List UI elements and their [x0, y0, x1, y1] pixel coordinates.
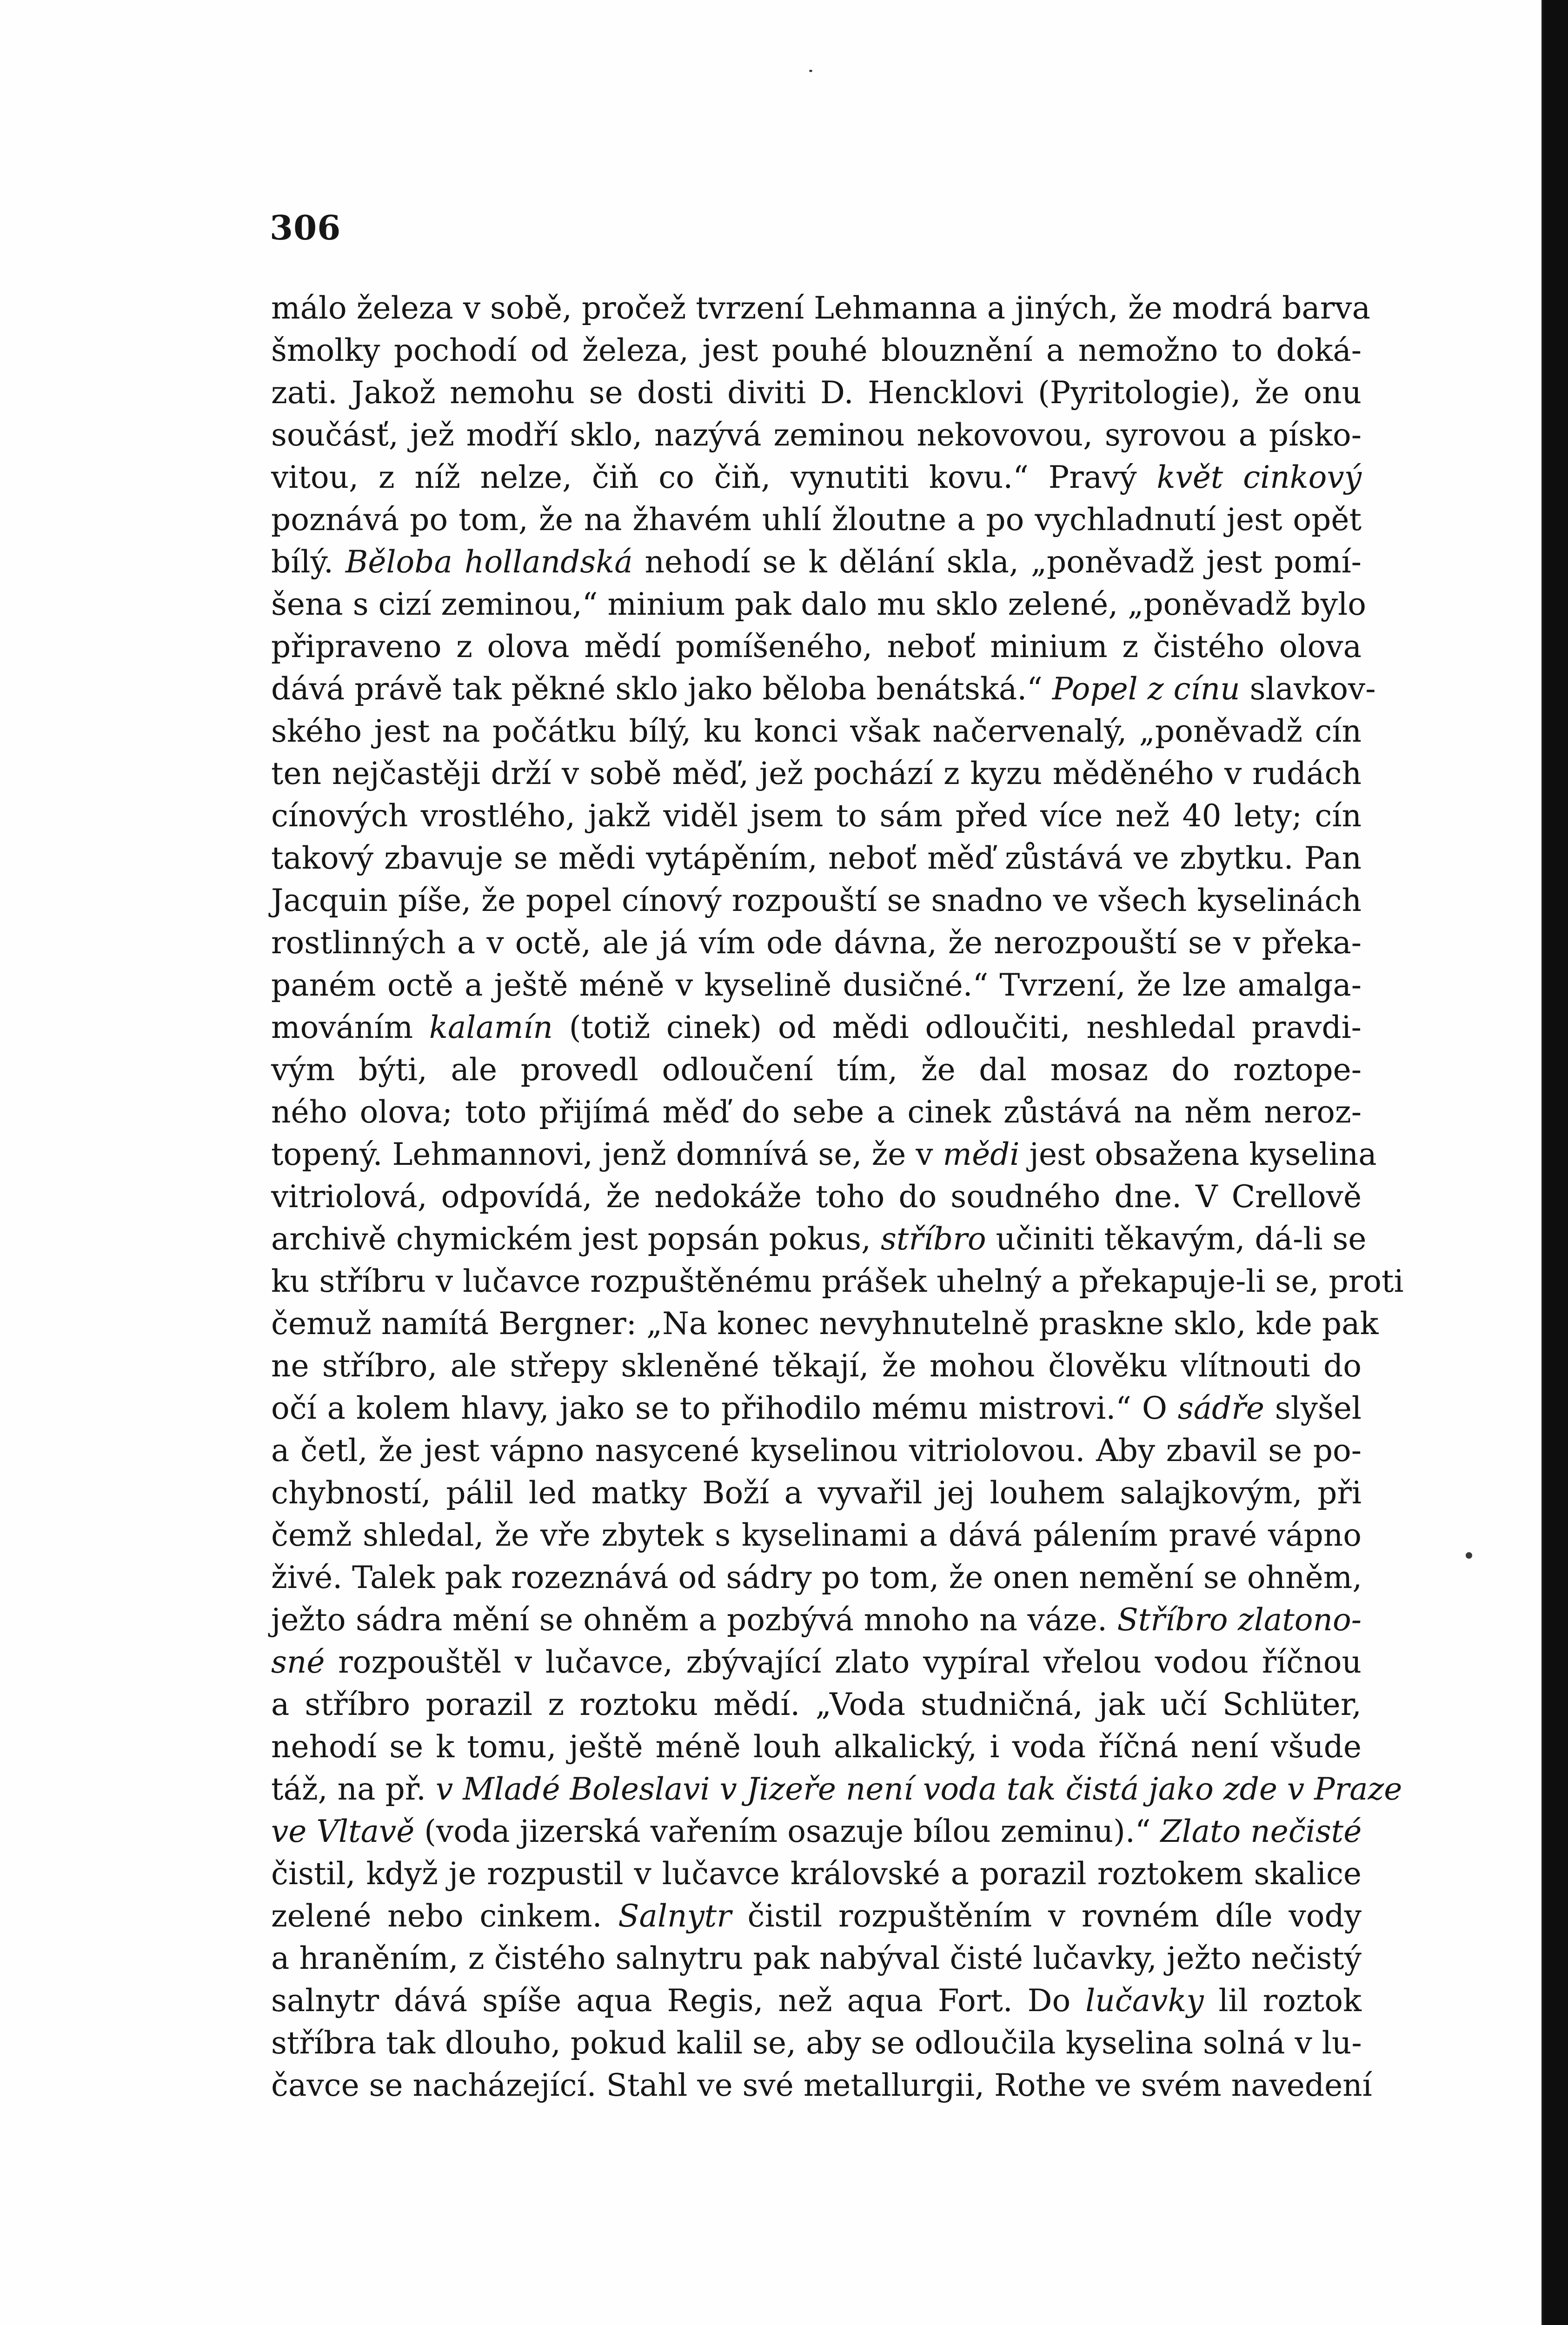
text-line	[271, 1599, 1362, 1641]
text-run: dává právě tak pěkné sklo jako běloba benátská.“	[271, 671, 1052, 707]
text-line	[271, 1768, 1402, 1810]
text-line	[271, 1429, 1362, 1472]
italic-term: mědi	[943, 1136, 1020, 1172]
text-run: rostlinných a v octě, ale já vím ode dávna, že nerozpouští se v překa-	[271, 925, 1362, 961]
text-line	[271, 1853, 1362, 1895]
text-run: učiniti těkavým, dá-li se	[986, 1221, 1367, 1257]
text-run: lil roztok	[1203, 1983, 1362, 2019]
italic-term: Běloba hollandská	[345, 544, 633, 580]
text-line	[271, 1302, 1379, 1345]
italic-term: Salnytr	[618, 1898, 731, 1934]
text-run: takový zbavuje se mědi vytápěním, neboť měď zůstává ve zbytku. Pan	[271, 840, 1362, 876]
scan-edge	[1543, 0, 1568, 2325]
text-run: cínových vrostlého, jakž viděl jsem to sám před více než 40 lety; cín	[271, 798, 1362, 834]
text-run: nehodí se k tomu, ještě méně louh alkalický, i voda říčná není všude	[271, 1729, 1362, 1765]
italic-term: stříbro	[880, 1221, 986, 1257]
text-run: vitriolová, odpovídá, že nedokáže toho do soudného dne. V Crellově	[271, 1179, 1362, 1215]
text-line	[271, 625, 1362, 668]
scan-speck	[1466, 1552, 1472, 1559]
text-line	[271, 964, 1362, 1006]
text-line	[271, 1810, 1362, 1853]
text-run: bílý.	[271, 544, 345, 580]
text-run: šmolky pochodí od železa, jest pouhé blouznění a nemožno to doká-	[271, 332, 1362, 368]
text-line	[271, 922, 1362, 964]
text-run: archivě chymickém jest popsán pokus,	[271, 1221, 881, 1257]
text-run: slyšel	[1264, 1390, 1362, 1426]
text-line	[271, 1387, 1362, 1429]
text-line	[271, 541, 1362, 583]
text-run: očí a kolem hlavy, jako se to přihodilo mému mistrovi.“ O	[271, 1390, 1178, 1426]
text-run: a hraněním, z čistého salnytru pak nabýval čisté lučavky, ježto nečistý	[271, 1940, 1362, 1976]
text-line	[271, 668, 1376, 710]
text-line	[271, 837, 1362, 879]
text-run: nehodí se k dělání skla, „poněvadž jest pomí-	[632, 544, 1362, 580]
text-run: rozpouštěl v lučavce, zbývající zlato vypíral vřelou vodou říčnou	[325, 1644, 1362, 1680]
text-line	[271, 329, 1362, 372]
text-run: a stříbro porazil z roztoku mědí. „Voda studničná, jak učí Schlüter,	[271, 1687, 1362, 1722]
italic-term: v Mladé Boleslavi v Jizeře není voda tak čistá jako zde v Praze	[435, 1771, 1402, 1807]
text-line	[271, 1091, 1362, 1133]
text-run: šena s cizí zeminou,“ minium pak dalo mu sklo zelené, „poněvadž bylo	[271, 586, 1366, 622]
text-run: poznává po tom, že na žhavém uhlí žloutne a po vychladnutí jest opět	[271, 502, 1362, 538]
text-line	[271, 1260, 1404, 1302]
text-run: ježto sádra mění se ohněm a pozbývá mnoho na váze.	[271, 1602, 1117, 1638]
text-line	[271, 498, 1362, 541]
text-line	[271, 1641, 1362, 1683]
text-run: živé. Talek pak rozeznává od sádry po tom, že onen nemění se ohněm,	[271, 1560, 1362, 1595]
text-line	[271, 1006, 1362, 1049]
text-run: vým býti, ale provedl odloučení tím, že dal mosaz do roztope-	[271, 1052, 1362, 1088]
text-line	[271, 1726, 1362, 1768]
text-run: chybností, pálil led matky Boží a vyvařil jej louhem salajkovým, při	[271, 1475, 1362, 1511]
text-run: vitou, z níž nelze, čiň co čiň, vynutiti kovu.“ Pravý	[271, 459, 1157, 495]
text-line	[271, 372, 1362, 414]
text-line	[271, 879, 1362, 922]
text-line	[271, 1895, 1362, 1937]
text-line	[271, 414, 1362, 456]
text-run: součásť, jež modří sklo, nazývá zeminou nekovovou, syrovou a písko-	[271, 417, 1362, 453]
text-run: ného olova; toto přijímá měď do sebe a cinek zůstává na něm neroz-	[271, 1094, 1362, 1130]
text-line	[271, 1345, 1362, 1387]
text-line	[271, 710, 1362, 752]
text-run: ku stříbru v lučavce rozpuštěnému prášek uhelný a překapuje-li se, proti	[271, 1263, 1404, 1299]
italic-term: sádře	[1177, 1390, 1264, 1426]
text-line	[271, 1176, 1362, 1218]
scan-speck	[809, 70, 812, 72]
text-line	[271, 1472, 1362, 1514]
italic-term: Zlato nečisté	[1160, 1814, 1362, 1849]
text-run: ského jest na počátku bílý, ku konci však načervenalý, „poněvadž cín	[271, 713, 1362, 749]
text-run: málo železa v sobě, pročež tvrzení Lehmanna a jiných, že modrá barva	[271, 290, 1370, 326]
text-run: a četl, že jest vápno nasycené kyselinou vitriolovou. Aby zbavil se po-	[271, 1433, 1362, 1468]
page-number: 306	[270, 208, 341, 247]
text-line	[271, 2064, 1372, 2106]
text-run: slavkov-	[1240, 671, 1376, 707]
text-run: čemž shledal, že vře zbytek s kyselinami a dává pálením pravé vápno	[271, 1517, 1362, 1553]
text-line	[271, 1556, 1362, 1599]
text-run: salnytr dává spíše aqua Regis, než aqua Fort. Do	[271, 1983, 1086, 2019]
text-line	[271, 1514, 1362, 1556]
text-line	[271, 287, 1370, 329]
text-line	[271, 456, 1362, 498]
text-run: (totiž cinek) od mědi odloučiti, neshledal pravdi-	[552, 1010, 1362, 1045]
italic-term: Popel z cínu	[1052, 671, 1240, 707]
text-run: čistil, když je rozpustil v lučavce královské a porazil roztokem skalice	[271, 1856, 1362, 1892]
italic-term: lučavky	[1085, 1983, 1204, 2019]
body-text	[271, 287, 1404, 2106]
text-run: ten nejčastěji drží v sobě měď, jež pochází z kyzu měděného v rudách	[271, 756, 1362, 791]
text-line	[271, 795, 1362, 837]
text-run: topený. Lehmannovi, jenž domnívá se, že v	[271, 1136, 943, 1172]
text-run: táž, na př.	[271, 1771, 436, 1807]
text-line	[271, 1683, 1362, 1726]
italic-term: ve Vltavě	[271, 1814, 415, 1849]
text-run: (voda jizerská vařením osazuje bílou zeminu).“	[414, 1814, 1161, 1849]
text-run: paném octě a ještě méně v kyselině dusičné.“ Tvrzení, že lze amalga-	[271, 967, 1362, 1003]
text-line	[271, 2022, 1362, 2064]
text-line	[271, 1133, 1377, 1176]
text-run: stříbra tak dlouho, pokud kalil se, aby se odloučila kyselina solná v lu-	[271, 2025, 1362, 2061]
italic-term: kalamín	[429, 1010, 553, 1045]
text-line	[271, 1049, 1362, 1091]
italic-term: sné	[271, 1644, 325, 1680]
text-line	[271, 1218, 1367, 1260]
text-line	[271, 1937, 1362, 1980]
text-line	[271, 752, 1362, 795]
text-run: ne stříbro, ale střepy skleněné těkají, že mohou člověku vlítnouti do	[271, 1348, 1362, 1384]
italic-term: květ cinkový	[1156, 459, 1362, 495]
text-run: čistil rozpuštěním v rovném díle vody	[731, 1898, 1362, 1934]
text-line	[271, 583, 1366, 625]
text-line	[271, 1980, 1362, 2022]
text-run: připraveno z olova mědí pomíšeného, neboť minium z čistého olova	[271, 629, 1362, 664]
text-run: Jacquin píše, že popel cínový rozpouští se snadno ve všech kyselinách	[271, 883, 1362, 918]
text-run: čavce se nacházející. Stahl ve své metallurgii, Rothe ve svém navedení	[271, 2067, 1372, 2103]
text-run: jest obsažena kyselina	[1019, 1136, 1377, 1172]
text-run: čemuž namítá Bergner: „Na konec nevyhnutelně praskne sklo, kde pak	[271, 1306, 1379, 1342]
text-run: zati. Jakož nemohu se dosti diviti D. Hencklovi (Pyritologie), že onu	[271, 375, 1362, 411]
text-run: mováním	[271, 1010, 429, 1045]
italic-term: Stříbro zlatono-	[1117, 1602, 1362, 1638]
text-run: zelené nebo cinkem.	[271, 1898, 618, 1934]
